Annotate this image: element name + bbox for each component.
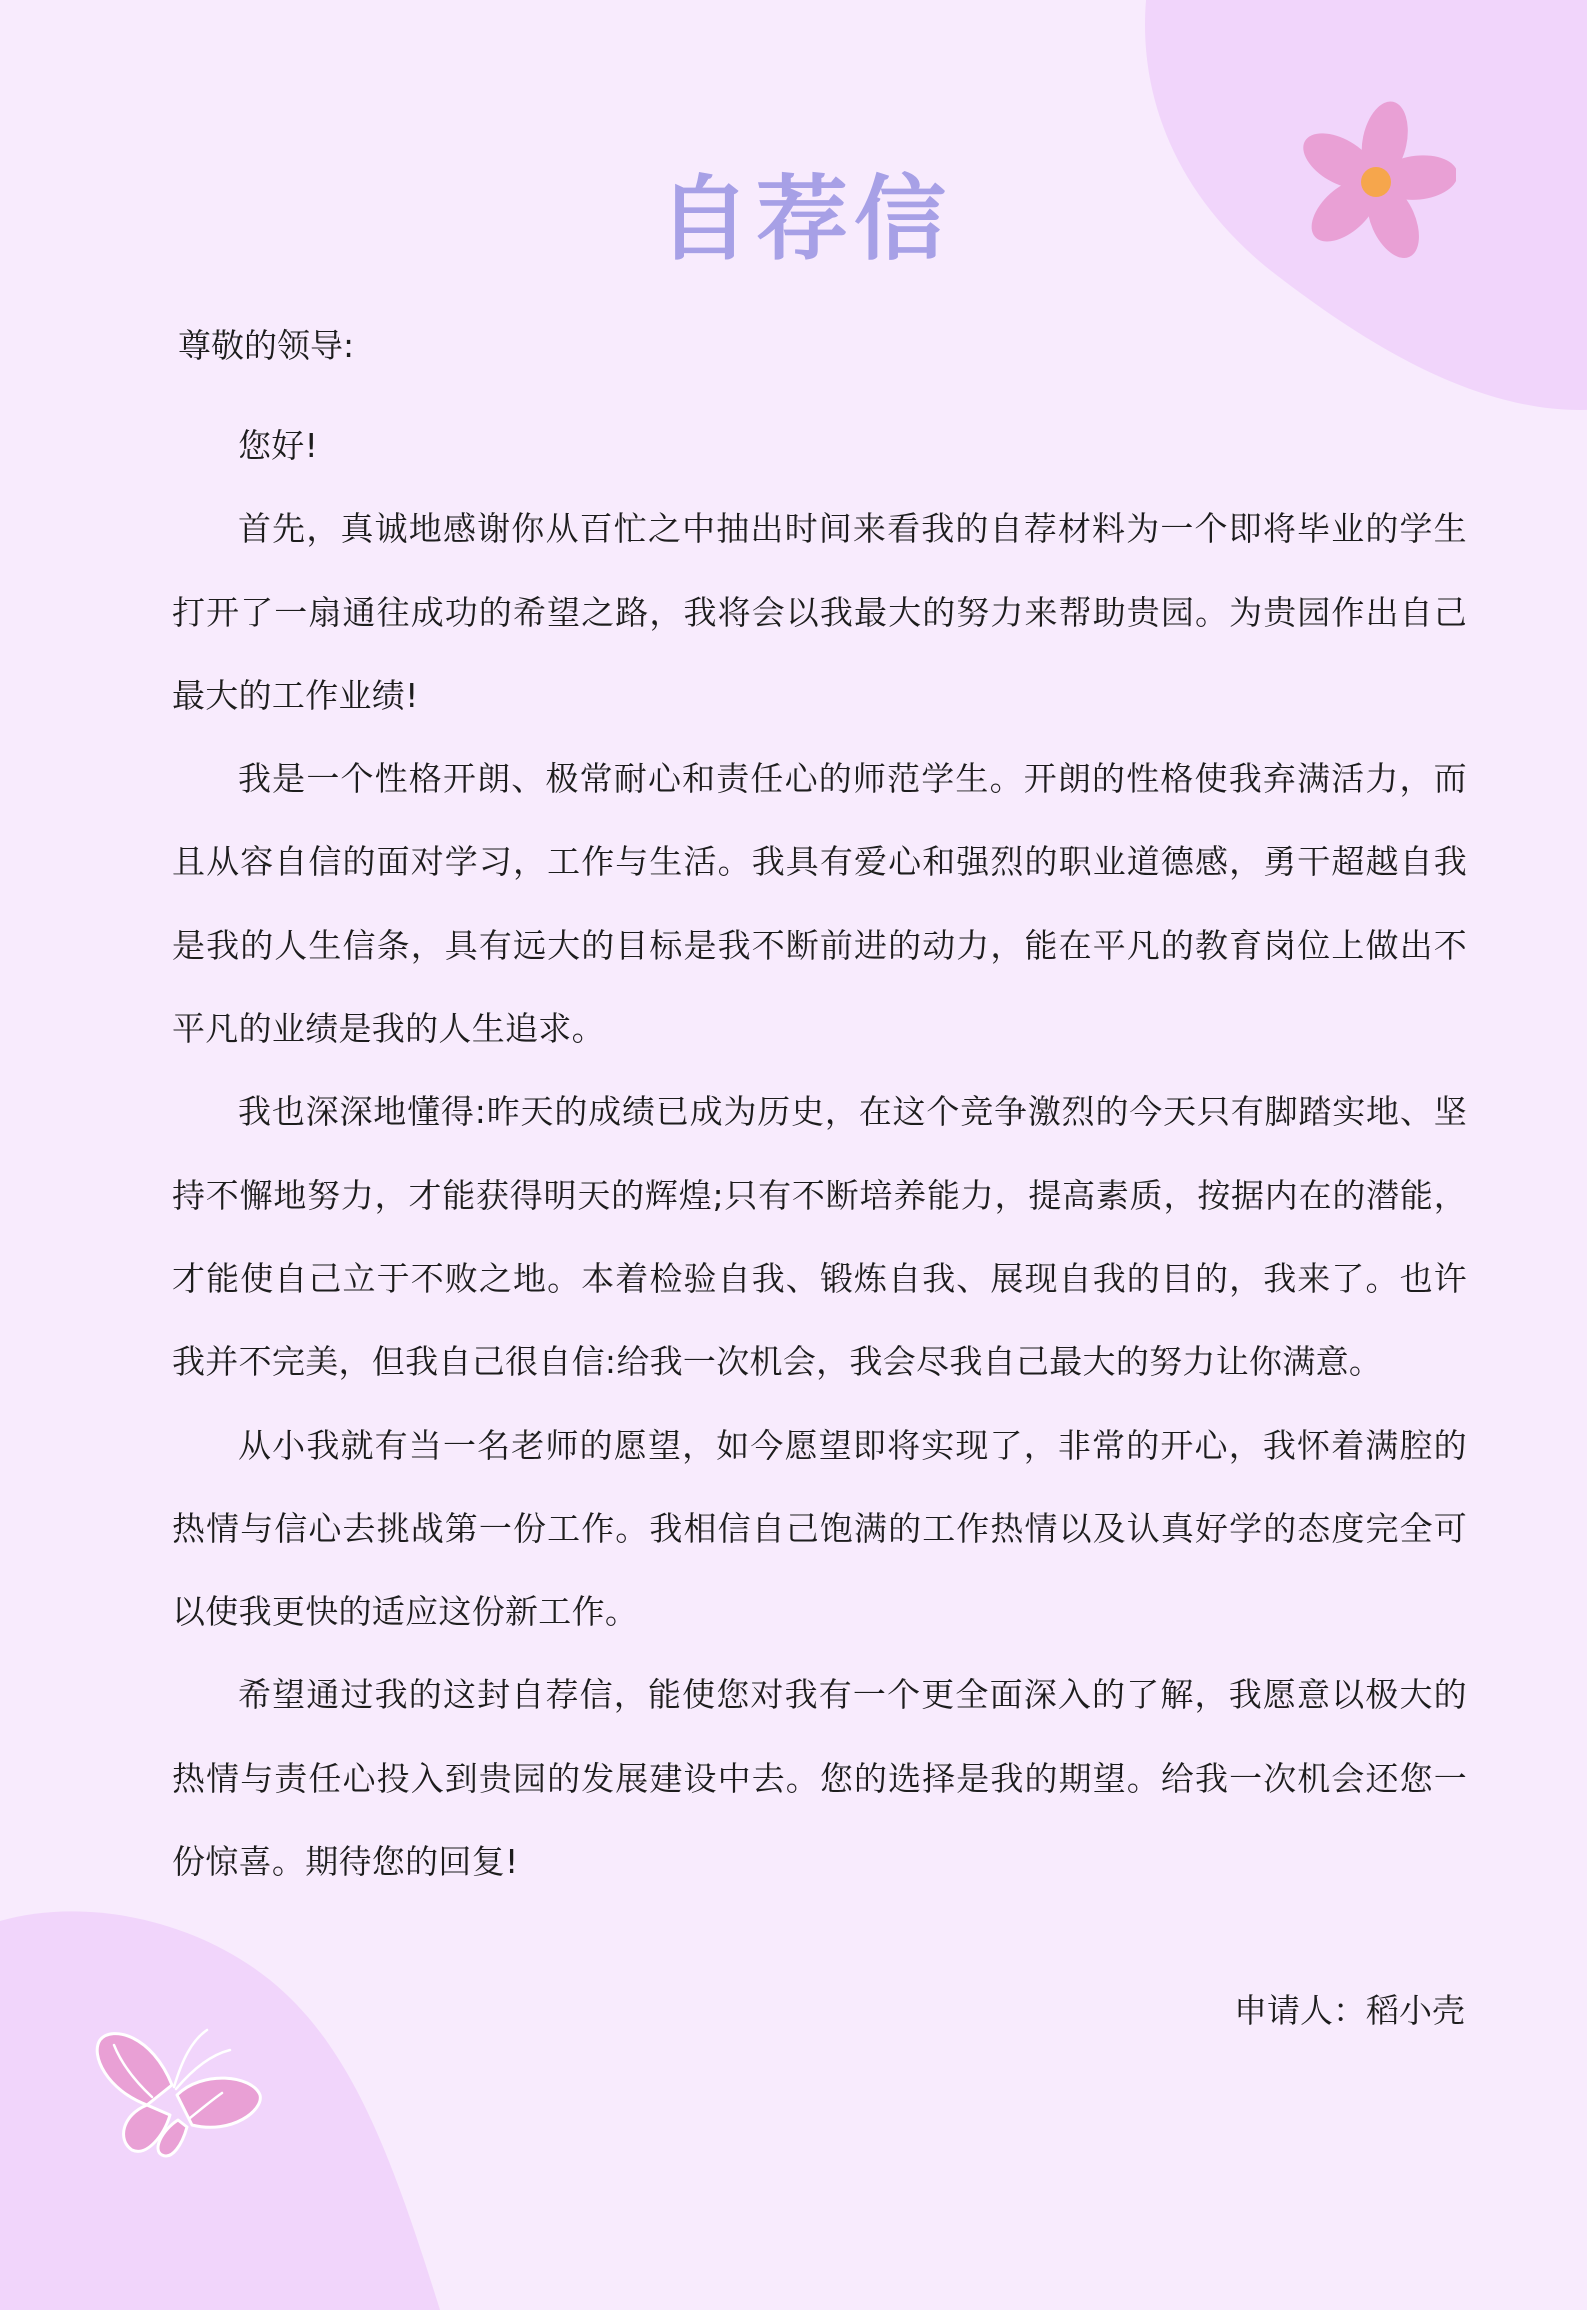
body-paragraph: 我是一个性格开朗、极常耐心和责任心的师范学生。开朗的性格使我弃满活力，而且从容自信的面对学习，工作与生活。我具有爱心和强烈的职业道德感，勇干超越自我是我的人生信条，具有远大的目标是我不断前进的动力，能在平凡的教育岗位上做出不平凡的业绩是我的人生追求。 bbox=[172, 759, 1467, 1049]
greeting-paragraph: 您好! bbox=[238, 426, 319, 465]
signature: 申请人：稻小壳 bbox=[1234, 1991, 1465, 2030]
body-paragraph: 从小我就有当一名老师的愿望，如今愿望即将实现了，非常的开心，我怀着满腔的热情与信心去挑战第一份工作。我相信自己饱满的工作热情以及认真好学的态度完全可以使我更快的适应这份新工作。 bbox=[172, 1425, 1467, 1632]
letter-body bbox=[172, 404, 1467, 1903]
body-paragraph: 我也深深地懂得:昨天的成绩已成为历史，在这个竞争激烈的今天只有脚踏实地、坚持不懈地努力，才能获得明天的辉煌;只有不断培养能力，提高素质，按据内在的潜能，才能使自己立于不败之地。本着检验自我、锻炼自我、展现自我的目的，我来了。也许我并不完美，但我自己很自信:给我一次机会，我会尽我自己最大的努力让你满意。 bbox=[172, 1092, 1467, 1382]
body-paragraph: 首先，真诚地感谢你从百忙之中抽出时间来看我的自荐材料为一个即将毕业的学生打开了一扇通往成功的希望之路，我将会以我最大的努力来帮助贵园。为贵园作出自己最大的工作业绩! bbox=[172, 509, 1467, 715]
closing-paragraph: 希望通过我的这封自荐信，能使您对我有一个更全面深入的了解，我愿意以极大的热情与责任心投入到贵园的发展建设中去。您的选择是我的期望。给我一次机会还您一份惊喜。期待您的回复! bbox=[172, 1675, 1467, 1882]
butterfly-icon bbox=[92, 2015, 272, 2175]
page-title: 自荐信 bbox=[657, 166, 952, 273]
salutation: 尊敬的领导: bbox=[178, 326, 355, 365]
